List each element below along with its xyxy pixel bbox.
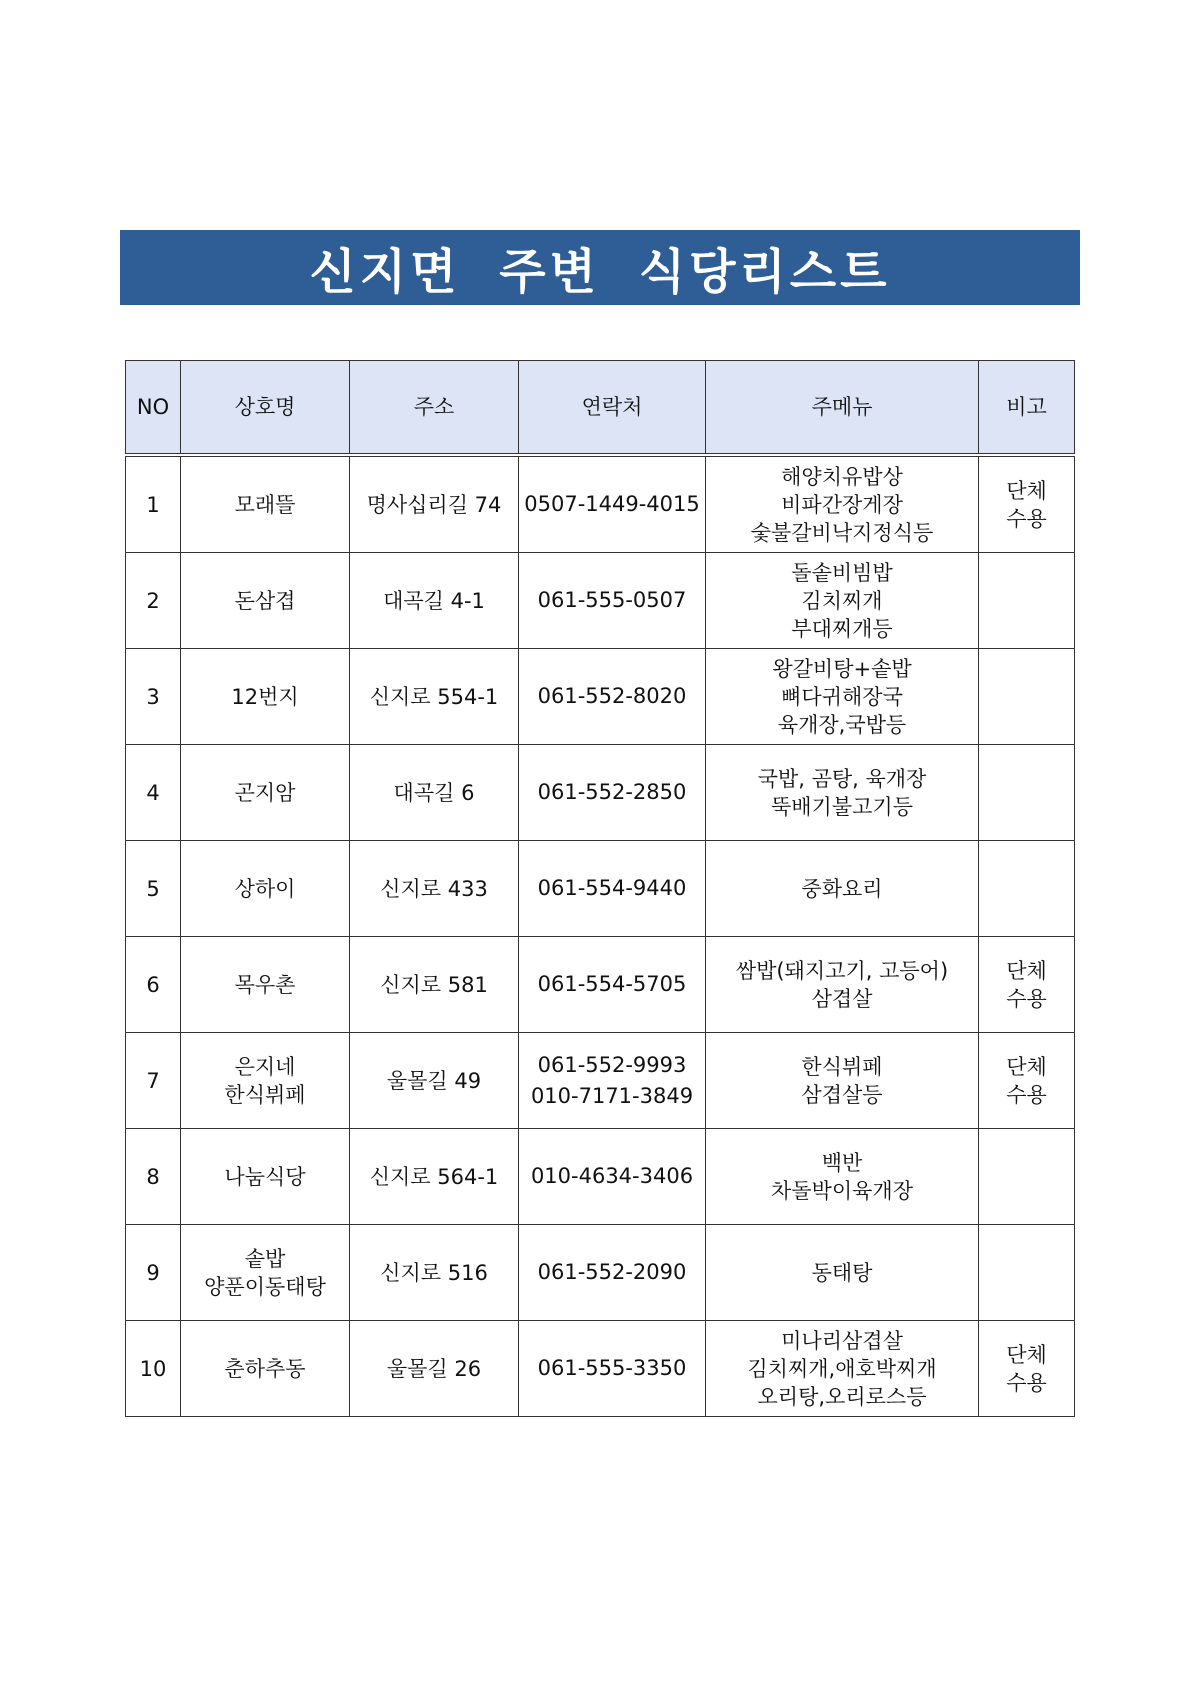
header-phone: 연락처 xyxy=(519,361,706,456)
cell-menu xyxy=(706,553,979,649)
menu-line: 한식뷔페 xyxy=(801,1054,883,1079)
cell-note xyxy=(979,841,1075,937)
cell-no: 6 xyxy=(126,937,181,1033)
cell-address: 대곡길 4-1 xyxy=(350,553,519,649)
note-line: 단체 xyxy=(1006,478,1047,503)
cell-menu xyxy=(706,649,979,745)
phone-line: 010-4634-3406 xyxy=(530,1164,694,1188)
cell-no: 2 xyxy=(126,553,181,649)
phone-line: 061-552-2090 xyxy=(537,1260,687,1284)
note-line: 단체 xyxy=(1006,1342,1047,1367)
table-row xyxy=(126,455,1075,553)
table-row xyxy=(126,937,1075,1033)
cell-note xyxy=(979,1225,1075,1321)
cell-phone xyxy=(519,649,706,745)
table-body xyxy=(126,455,1075,1417)
cell-phone xyxy=(519,1321,706,1417)
cell-address: 명사십리길 74 xyxy=(350,455,519,553)
table-row xyxy=(126,745,1075,841)
menu-line: 오리탕,오리로스등 xyxy=(757,1384,927,1409)
cell-phone xyxy=(519,553,706,649)
cell-note xyxy=(979,1321,1075,1417)
cell-address: 울몰길 26 xyxy=(350,1321,519,1417)
phone-line: 061-555-0507 xyxy=(537,588,687,612)
table-header-row xyxy=(126,361,1075,456)
phone-line: 061-554-5705 xyxy=(537,972,687,996)
table-row xyxy=(126,1129,1075,1225)
note-line: 수용 xyxy=(1006,506,1047,531)
cell-name xyxy=(181,649,350,745)
table-row xyxy=(126,553,1075,649)
note-line: 수용 xyxy=(1006,1370,1047,1395)
menu-line: 돌솥비빔밥 xyxy=(791,560,893,585)
cell-no: 9 xyxy=(126,1225,181,1321)
name-line: 양푼이동태탕 xyxy=(204,1274,326,1299)
cell-menu xyxy=(706,1321,979,1417)
table-row xyxy=(126,1225,1075,1321)
cell-no: 10 xyxy=(126,1321,181,1417)
cell-address: 울몰길 49 xyxy=(350,1033,519,1129)
cell-address: 신지로 554-1 xyxy=(350,649,519,745)
cell-no: 1 xyxy=(126,455,181,553)
cell-name xyxy=(181,1225,350,1321)
menu-line: 김치찌개,애호박찌개 xyxy=(747,1356,937,1381)
cell-no: 3 xyxy=(126,649,181,745)
cell-phone xyxy=(519,1225,706,1321)
note-line: 수용 xyxy=(1006,1082,1047,1107)
cell-no: 8 xyxy=(126,1129,181,1225)
header-address: 주소 xyxy=(350,361,519,456)
name-line: 12번지 xyxy=(231,684,299,709)
cell-note xyxy=(979,455,1075,553)
table-row xyxy=(126,1321,1075,1417)
cell-address: 신지로 516 xyxy=(350,1225,519,1321)
cell-menu xyxy=(706,841,979,937)
phone-line: 061-554-9440 xyxy=(537,876,687,900)
phone-line: 061-552-8020 xyxy=(537,684,687,708)
cell-name xyxy=(181,1033,350,1129)
menu-line: 뚝배기불고기등 xyxy=(770,794,913,819)
menu-line: 왕갈비탕+솥밥 xyxy=(772,656,912,681)
menu-line: 중화요리 xyxy=(801,876,883,901)
name-line: 한식뷔페 xyxy=(224,1082,306,1107)
header-name: 상호명 xyxy=(181,361,350,456)
cell-phone xyxy=(519,745,706,841)
cell-no: 7 xyxy=(126,1033,181,1129)
cell-menu xyxy=(706,455,979,553)
cell-name xyxy=(181,841,350,937)
header-note: 비고 xyxy=(979,361,1075,456)
menu-line: 숯불갈비낙지정식등 xyxy=(750,520,934,545)
cell-menu xyxy=(706,937,979,1033)
header-menu: 주메뉴 xyxy=(706,361,979,456)
note-line: 단체 xyxy=(1006,1054,1047,1079)
cell-note xyxy=(979,937,1075,1033)
menu-line: 미나리삼겹살 xyxy=(781,1328,903,1353)
cell-name xyxy=(181,553,350,649)
cell-phone xyxy=(519,1033,706,1129)
cell-menu xyxy=(706,1129,979,1225)
cell-name xyxy=(181,455,350,553)
cell-menu xyxy=(706,1033,979,1129)
name-line: 은지네 xyxy=(234,1054,296,1079)
phone-line: 061-552-9993 xyxy=(537,1052,687,1077)
menu-line: 육개장,국밥등 xyxy=(777,712,907,737)
name-line: 목우촌 xyxy=(234,972,296,997)
cell-no: 5 xyxy=(126,841,181,937)
note-line: 수용 xyxy=(1006,986,1047,1011)
menu-line: 해양치유밥상 xyxy=(781,464,903,489)
cell-note xyxy=(979,1129,1075,1225)
cell-address: 신지로 433 xyxy=(350,841,519,937)
name-line: 나눔식당 xyxy=(224,1164,306,1189)
cell-address: 대곡길 6 xyxy=(350,745,519,841)
page-title: 신지면 주변 식당리스트 xyxy=(309,244,891,300)
cell-phone xyxy=(519,455,706,553)
name-line: 상하이 xyxy=(234,876,296,901)
menu-line: 동태탕 xyxy=(811,1260,873,1285)
cell-note xyxy=(979,553,1075,649)
name-line: 돈삼겹 xyxy=(234,588,296,613)
menu-line: 차돌박이육개장 xyxy=(770,1178,913,1203)
menu-line: 국밥, 곰탕, 육개장 xyxy=(757,766,927,791)
cell-address: 신지로 564-1 xyxy=(350,1129,519,1225)
menu-line: 비파간장게장 xyxy=(781,492,903,517)
cell-menu xyxy=(706,745,979,841)
phone-line: 0507-1449-4015 xyxy=(524,492,700,516)
menu-line: 삼겹살등 xyxy=(801,1082,883,1107)
phone-line: 061-555-3350 xyxy=(537,1356,687,1380)
name-line: 곤지암 xyxy=(234,780,296,805)
menu-line: 김치찌개 xyxy=(801,588,883,613)
note-line: 단체 xyxy=(1006,958,1047,983)
cell-phone xyxy=(519,1129,706,1225)
cell-phone xyxy=(519,841,706,937)
cell-name xyxy=(181,745,350,841)
phone-line: 010-7171-3849 xyxy=(530,1083,694,1108)
table-row xyxy=(126,649,1075,745)
menu-line: 삼겹살 xyxy=(811,986,873,1011)
menu-line: 부대찌개등 xyxy=(791,616,893,641)
name-line: 춘하추동 xyxy=(224,1356,306,1381)
table-row xyxy=(126,841,1075,937)
cell-note xyxy=(979,1033,1075,1129)
name-line: 모래뜰 xyxy=(234,492,296,517)
cell-address: 신지로 581 xyxy=(350,937,519,1033)
name-line: 솥밥 xyxy=(244,1246,286,1271)
phone-line: 061-552-2850 xyxy=(537,780,687,804)
cell-note xyxy=(979,649,1075,745)
cell-name xyxy=(181,1321,350,1417)
cell-name xyxy=(181,937,350,1033)
cell-no: 4 xyxy=(126,745,181,841)
menu-line: 뼈다귀해장국 xyxy=(781,684,903,709)
cell-note xyxy=(979,745,1075,841)
cell-phone xyxy=(519,937,706,1033)
menu-line: 백반 xyxy=(821,1150,863,1175)
title-banner xyxy=(120,230,1080,305)
restaurant-table xyxy=(125,360,1075,1417)
cell-menu xyxy=(706,1225,979,1321)
table-row xyxy=(126,1033,1075,1129)
cell-name xyxy=(181,1129,350,1225)
menu-line: 쌈밥(돼지고기, 고등어) xyxy=(735,958,949,983)
header-no: NO xyxy=(126,361,181,456)
